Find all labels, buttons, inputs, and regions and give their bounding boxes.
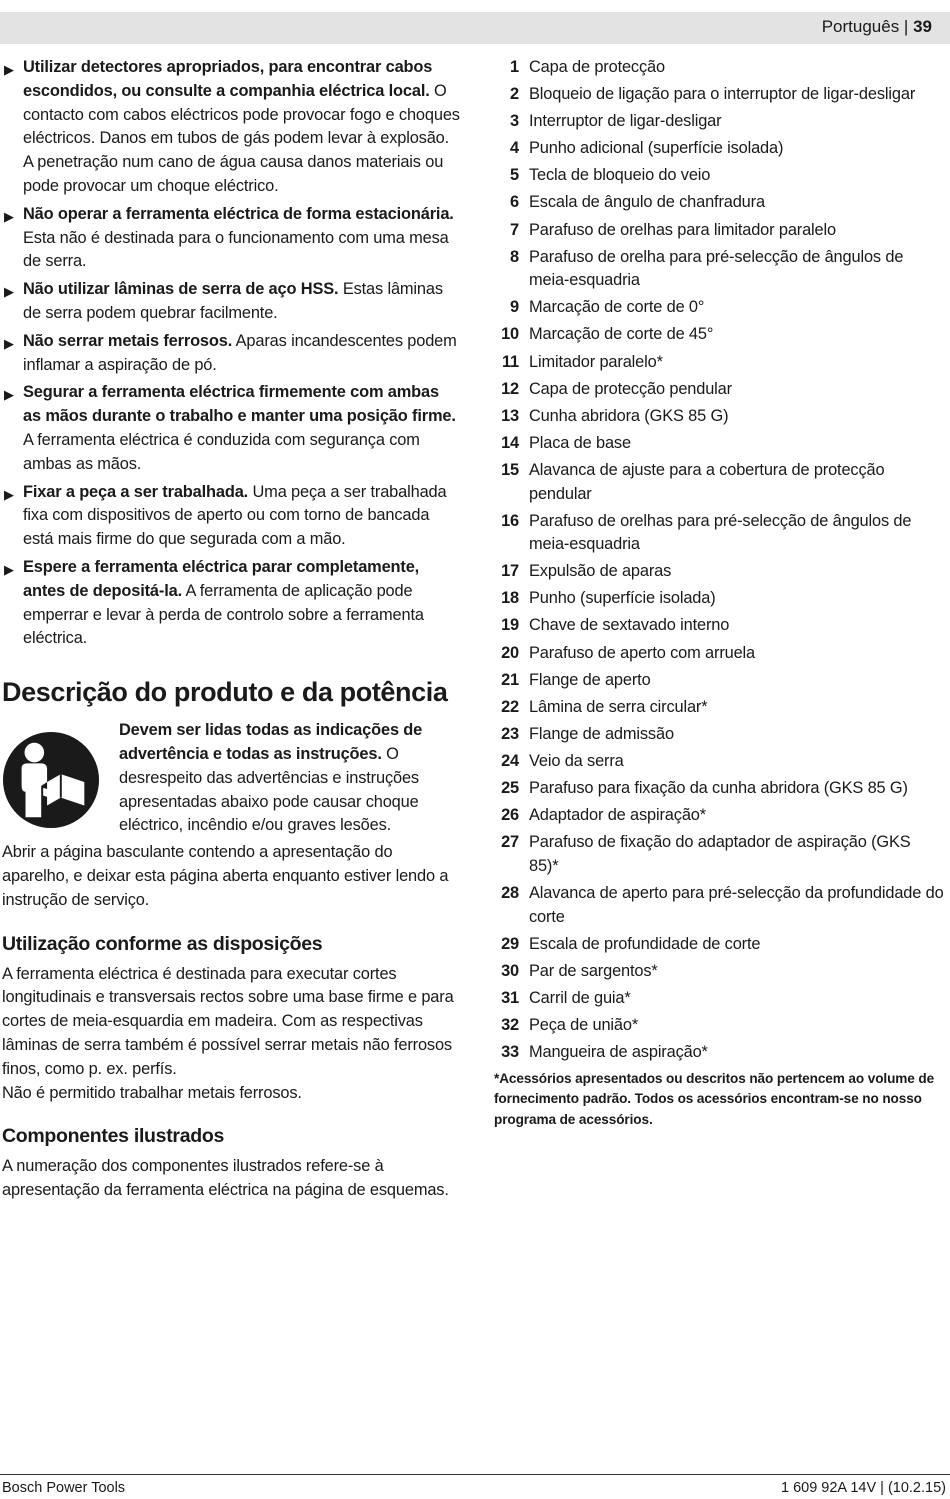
component-label: Punho adicional (superfície isolada) xyxy=(529,139,784,158)
component-number: 3 xyxy=(510,112,519,131)
component-item xyxy=(494,933,944,957)
bullet-text: Aparas incandescentes podem inflamar a aspiração de pó. xyxy=(23,331,457,374)
section-title: Descrição do produto e da potência xyxy=(2,677,448,708)
component-label: Parafuso para fixação da cunha abridora (GKS 85 G) xyxy=(529,779,908,798)
bullet-triangle-icon: ▶ xyxy=(4,387,14,403)
safety-bullet xyxy=(2,556,460,651)
safety-bullet xyxy=(2,56,460,199)
component-item xyxy=(494,191,944,215)
component-label: Bloqueio de ligação para o interruptor de ligar-desligar xyxy=(529,85,916,104)
bullet-triangle-icon: ▶ xyxy=(4,208,14,224)
component-number: 15 xyxy=(501,460,519,479)
safety-bullet-list xyxy=(2,56,460,651)
component-number: 32 xyxy=(501,1015,519,1034)
footer-brand: Bosch Power Tools xyxy=(2,1480,126,1496)
warning-bold: Devem ser lidas todas as indicações de advertência e todas as instruções. xyxy=(119,721,423,763)
fold-out-paragraph: Abrir a página basculante contendo a apresentação do aparelho, e deixar esta página aberta enquanto estiver lendo a instrução de serviço. xyxy=(2,843,449,909)
component-item xyxy=(494,987,944,1011)
warning-block xyxy=(2,719,460,835)
component-number: 22 xyxy=(501,697,519,716)
component-label: Veio da serra xyxy=(529,751,624,770)
component-item xyxy=(494,560,944,584)
bullet-bold-text: Não operar a ferramenta eléctrica de forma estacionária. xyxy=(23,204,454,223)
component-label: Parafuso de fixação do adaptador de aspiração (GKS 85)* xyxy=(529,833,911,875)
bullet-triangle-icon: ▶ xyxy=(4,486,14,502)
bullet-text: Estas lâminas de serra podem quebrar facilmente. xyxy=(23,280,443,322)
component-number: 6 xyxy=(510,193,519,212)
component-label: Escala de ângulo de chanfradura xyxy=(529,193,765,212)
safety-bullet xyxy=(2,481,460,552)
component-number: 7 xyxy=(510,220,519,239)
component-item xyxy=(494,323,944,347)
footer-doc-number: 1 609 92A 14V | (10.2.15) xyxy=(780,1480,946,1496)
component-item xyxy=(494,137,944,161)
component-item xyxy=(494,432,944,456)
component-number: 9 xyxy=(510,298,519,317)
component-number: 5 xyxy=(510,166,519,185)
component-number: 30 xyxy=(501,961,519,980)
component-item xyxy=(494,405,944,429)
component-label: Alavanca de ajuste para a cobertura de protecção pendular xyxy=(529,460,885,503)
components-heading: Componentes ilustrados xyxy=(2,1125,225,1148)
bullet-bold-text: Utilizar detectores apropriados, para encontrar cabos escondidos, ou consulte a companhia eléctrica local. xyxy=(23,58,433,100)
component-label: Limitador paralelo* xyxy=(529,352,663,371)
right-column xyxy=(494,56,944,1130)
component-number: 28 xyxy=(501,883,519,902)
component-label: Parafuso de orelhas para limitador paralelo xyxy=(529,220,836,239)
component-label: Cunha abridora (GKS 85 G) xyxy=(529,406,729,425)
component-label: Tecla de bloqueio do veio xyxy=(529,166,711,185)
component-label: Capa de protecção pendular xyxy=(529,379,732,398)
intended-use-paragraph: A ferramenta eléctrica é destinada para executar cortes longitudinais e transversais rectos sobre uma base firme e para cortes de meia-esquardia em madeira. Com as respectivas lâminas de serra também é possível serrar metais não ferrosos finos, como p. ex. perfís. xyxy=(2,964,454,1078)
component-item xyxy=(494,804,944,828)
component-label: Marcação de corte de 0° xyxy=(529,298,705,317)
component-item xyxy=(494,831,944,878)
component-item xyxy=(494,510,944,557)
component-number: 31 xyxy=(501,988,519,1007)
component-item xyxy=(494,56,944,80)
component-item xyxy=(494,1014,944,1038)
component-number: 12 xyxy=(501,379,519,398)
safety-bullet xyxy=(2,278,460,326)
bullet-triangle-icon: ▶ xyxy=(4,284,14,300)
component-number: 13 xyxy=(501,406,519,425)
components-intro: A numeração dos componentes ilustrados refere-se à apresentação da ferramenta eléctrica na página de esquemas. xyxy=(2,1157,449,1200)
component-number: 18 xyxy=(501,589,519,608)
component-number: 1 xyxy=(510,58,519,76)
bullet-bold-text: Fixar a peça a ser trabalhada. xyxy=(23,482,249,501)
component-item xyxy=(494,960,944,984)
component-label: Placa de base xyxy=(529,433,631,452)
safety-bullet xyxy=(2,381,460,476)
header-bar xyxy=(0,12,950,44)
component-item xyxy=(494,882,944,929)
component-item xyxy=(494,587,944,611)
component-item xyxy=(494,110,944,134)
bullet-triangle-icon: ▶ xyxy=(4,561,14,577)
component-item xyxy=(494,1041,944,1065)
safety-bullet xyxy=(2,330,460,378)
footer-rule xyxy=(0,1474,950,1475)
component-number: 26 xyxy=(501,806,519,825)
component-number: 4 xyxy=(510,139,519,158)
component-item xyxy=(494,696,944,720)
component-label: Punho (superfície isolada) xyxy=(529,589,716,608)
accessories-footnote: *Acessórios apresentados ou descritos não pertencem ao volume de fornecimento padrão. Todos os acessórios encontram-se no nosso programa de acessórios. xyxy=(494,1070,935,1127)
intended-use-note: Não é permitido trabalhar metais ferrosos. xyxy=(2,1083,302,1102)
component-number: 25 xyxy=(501,779,519,798)
component-label: Parafuso de aperto com arruela xyxy=(529,643,756,662)
bullet-text: O contacto com cabos eléctricos pode provocar fogo e choques eléctricos. Danos em tubos de gás podem levar à explosão. A penetração num cano de água causa danos materiais ou pode provocar um choque eléctrico. xyxy=(23,81,460,195)
warning-rest: O desrespeito das advertências e instruções apresentadas abaixo pode causar choque eléctrico, incêndio e/ou graves lesões. xyxy=(119,744,419,835)
component-item xyxy=(494,723,944,747)
component-label: Adaptador de aspiração* xyxy=(529,806,706,825)
component-label: Escala de profundidade de corte xyxy=(529,934,761,953)
component-label: Interruptor de ligar-desligar xyxy=(529,112,722,131)
component-number: 10 xyxy=(501,325,519,344)
component-item xyxy=(494,83,944,107)
component-label: Expulsão de aparas xyxy=(529,562,672,581)
component-label: Capa de protecção xyxy=(529,58,665,76)
component-label: Par de sargentos* xyxy=(529,961,658,980)
component-number: 14 xyxy=(501,433,519,452)
component-label: Flange de aperto xyxy=(529,670,651,689)
component-number: 8 xyxy=(510,247,519,266)
component-label: Alavanca de aperto para pré-selecção da profundidade do corte xyxy=(529,883,944,926)
left-column xyxy=(2,56,460,1203)
component-label: Carril de guia* xyxy=(529,988,631,1007)
component-item xyxy=(494,164,944,188)
component-label: Parafuso de orelhas para pré-selecção de ângulos de meia-esquadria xyxy=(529,511,912,554)
safety-bullet xyxy=(2,203,460,274)
bullet-bold-text: Segurar a ferramenta eléctrica firmemente com ambas as mãos durante o trabalho e manter uma posição firme. xyxy=(23,383,456,426)
bullet-triangle-icon: ▶ xyxy=(4,335,14,351)
component-number: 27 xyxy=(501,833,519,852)
component-label: Peça de união* xyxy=(529,1015,639,1034)
component-item xyxy=(494,459,944,506)
component-number: 33 xyxy=(501,1042,519,1061)
component-label: Mangueira de aspiração* xyxy=(529,1042,708,1061)
component-label: Lâmina de serra circular* xyxy=(529,697,708,716)
bullet-text: A ferramenta eléctrica é conduzida com segurança com ambas as mãos. xyxy=(23,430,420,473)
component-item xyxy=(494,351,944,375)
component-item xyxy=(494,219,944,243)
page-number: 39 xyxy=(913,17,932,36)
bullet-bold-text: Não serrar metais ferrosos. xyxy=(23,331,233,350)
bullet-text: Uma peça a ser trabalhada fixa com dispositivos de aperto ou com torno de bancada está mais firme do que segurada com a mão. xyxy=(23,482,447,549)
component-item xyxy=(494,378,944,402)
component-item xyxy=(494,296,944,320)
bullet-bold-text: Espere a ferramenta eléctrica parar completamente, antes de depositá-la. xyxy=(23,557,420,600)
bullet-text: Esta não é destinada para o funcionamento com uma mesa de serra. xyxy=(23,228,449,271)
component-label: Chave de sextavado interno xyxy=(529,616,730,635)
component-item xyxy=(494,777,944,801)
component-number: 29 xyxy=(501,934,519,953)
component-number: 20 xyxy=(501,643,519,662)
header-language: Português xyxy=(821,17,900,36)
header-separator: | xyxy=(899,17,914,36)
component-item xyxy=(494,246,944,293)
component-label: Parafuso de orelha para pré-selecção de ângulos de meia-esquadria xyxy=(529,247,904,290)
bullet-bold-text: Não utilizar lâminas de serra de aço HSS. xyxy=(23,280,339,299)
bullet-text: A ferramenta de aplicação pode emperrar e levar à perda de controlo sobre a ferramenta eléctrica. xyxy=(23,581,424,648)
component-number: 24 xyxy=(501,751,519,770)
component-number: 17 xyxy=(501,562,519,581)
warning-text xyxy=(119,719,459,838)
component-number: 19 xyxy=(501,616,519,635)
component-item xyxy=(494,669,944,693)
component-label: Flange de admissão xyxy=(529,724,674,743)
component-label: Marcação de corte de 45° xyxy=(529,325,714,344)
component-item xyxy=(494,642,944,666)
component-list xyxy=(494,56,944,1065)
component-number: 23 xyxy=(501,724,519,743)
component-item xyxy=(494,614,944,638)
intended-use-heading: Utilização conforme as disposições xyxy=(2,932,323,955)
read-manual-icon xyxy=(2,731,100,829)
bullet-triangle-icon: ▶ xyxy=(4,62,14,77)
component-number: 21 xyxy=(501,670,519,689)
component-item xyxy=(494,750,944,774)
component-number: 11 xyxy=(501,352,519,371)
page-header xyxy=(822,16,932,38)
component-number: 2 xyxy=(510,85,519,104)
component-number: 16 xyxy=(501,511,519,530)
